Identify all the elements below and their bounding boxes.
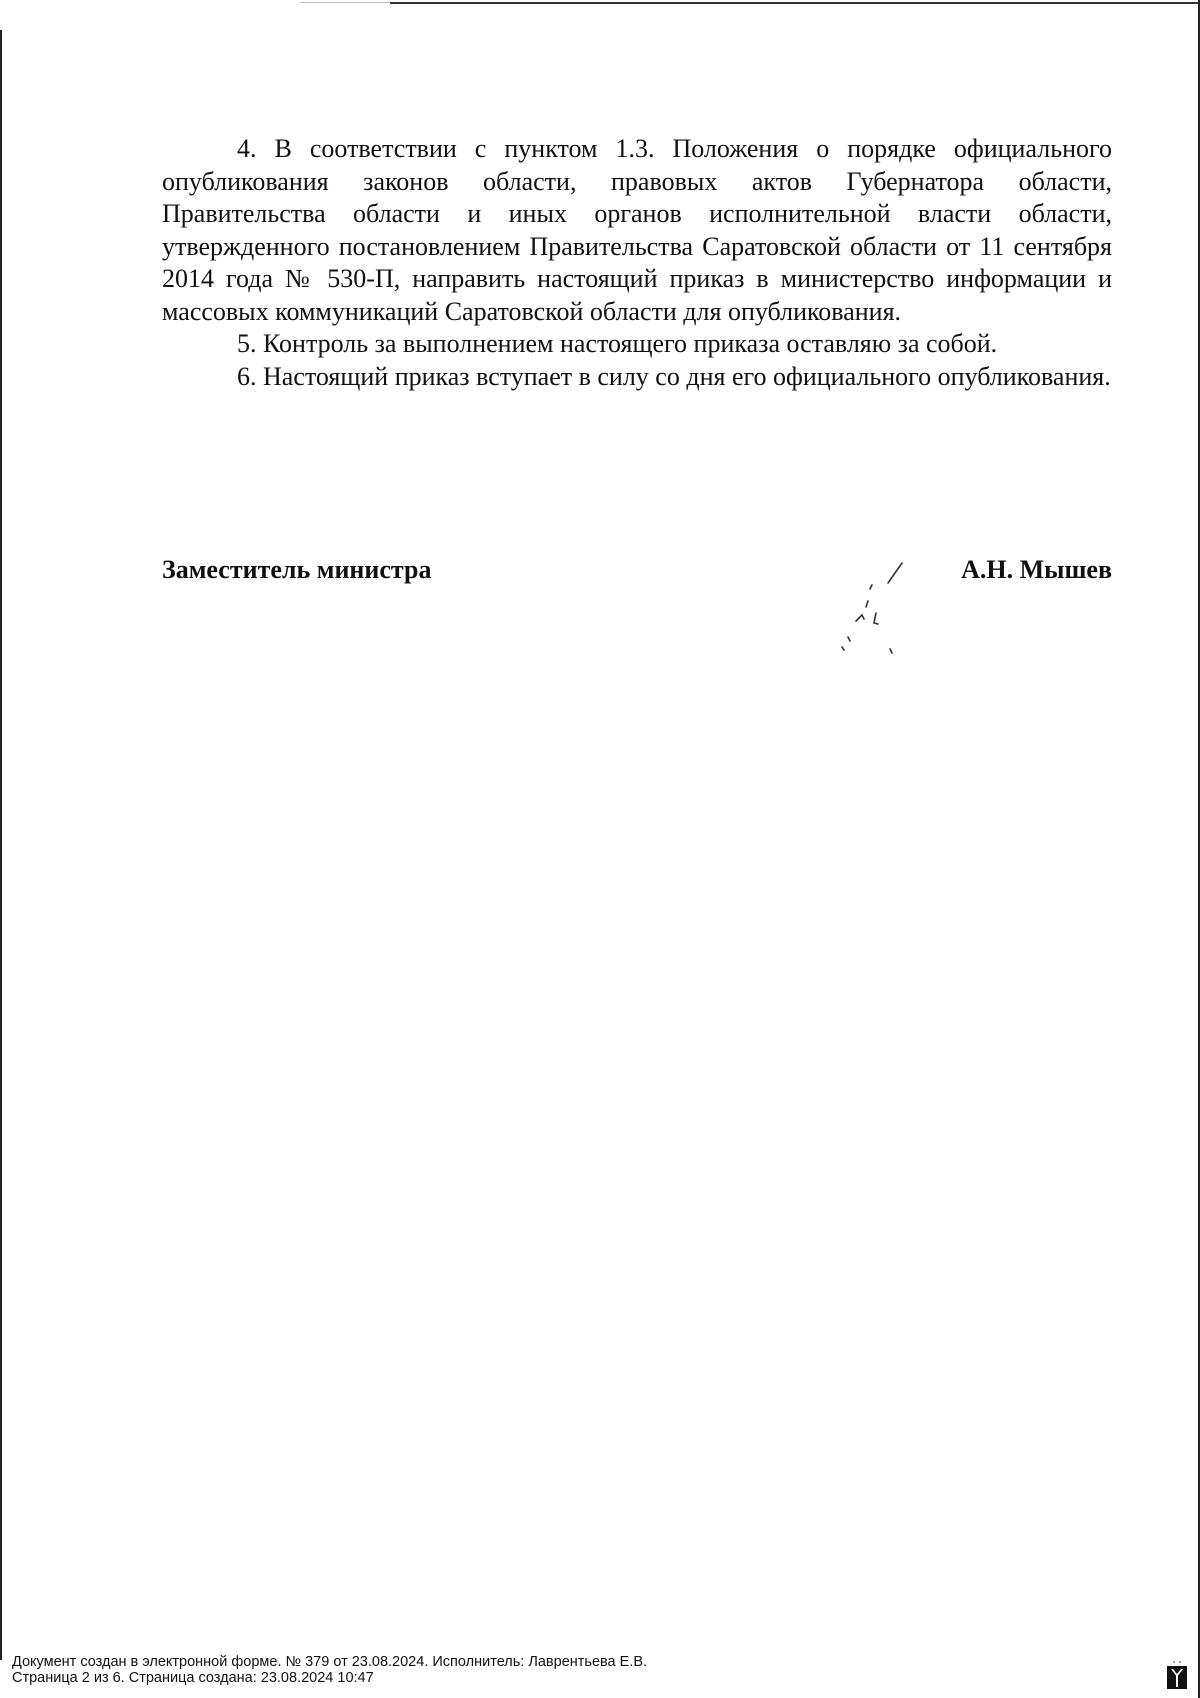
signatory-title: Заместитель министра [162,555,432,584]
paragraph-item-4: 4. В соответствии с пунктом 1.3. Положения о порядке официального опубликования законов области, правовых актов Губернатора области, Правительства области и иных органов исполнительной власти области, утвержденного постановлением Правительства Саратовской области от 11 сентября 2014 года № 530-П, направить настоящий приказ в министерство информации и массовых коммуникаций Саратовской области для опубликования. [162,134,1112,326]
signatory-name: А.Н. Мышев [961,555,1112,584]
page-border-top-fade [300,2,390,3]
regional-emblem-icon [1166,1660,1188,1690]
document-body [162,133,1112,393]
page-border-left [0,30,2,1660]
footer-line-1: Документ создан в электронной форме. № 379 от 23.08.2024. Исполнитель: Лаврентьева Е.В. [12,1654,648,1670]
paragraph-item-5: 5. Контроль за выполнением настоящего приказа оставляю за собой. [237,329,998,358]
document-footer [12,1654,1152,1686]
signature-block [162,555,1112,595]
paragraph-item-6: 6. Настоящий приказ вступает в силу со дня его официального опубликования. [237,361,1111,391]
page-border-top [390,2,1200,4]
footer-line-2: Страница 2 из 6. Страница создана: 23.08.2024 10:47 [12,1670,374,1686]
handwritten-signature [820,553,920,663]
